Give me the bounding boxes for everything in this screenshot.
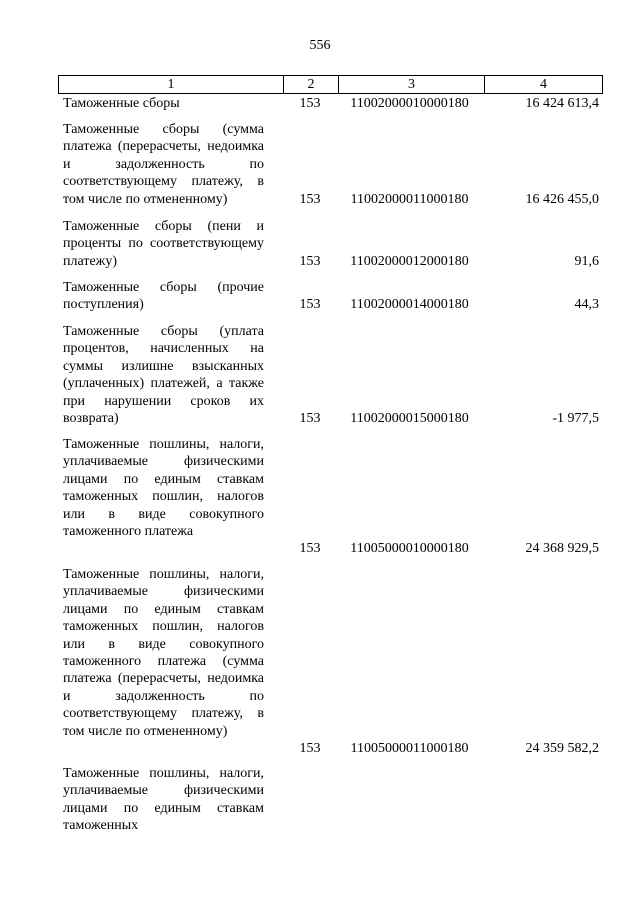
header-col-2: 2 (284, 76, 339, 94)
row-amount: -1 977,5 (552, 411, 599, 426)
row-amount: 16 424 613,4 (525, 96, 599, 111)
header-col-3: 3 (339, 76, 485, 94)
row-kbk: 11002000015000180 (350, 411, 469, 426)
table-header (58, 75, 603, 94)
page-number: 556 (309, 38, 331, 53)
row-code: 153 (299, 254, 321, 269)
row-description: Таможенные сборы (пени и проценты по соответствующему платежу) (63, 219, 264, 269)
row-kbk: 11002000011000180 (350, 192, 469, 207)
row-kbk: 11002000014000180 (350, 297, 469, 312)
row-amount: 24 359 582,2 (525, 741, 599, 756)
header-col-1: 1 (59, 76, 284, 94)
row-amount: 91,6 (574, 254, 599, 269)
row-code: 153 (299, 741, 321, 756)
row-description: Таможенные пошлины, налоги, уплачиваемые физическими лицами по единым ставкам таможенных пошлин, налогов или в виде совокупного таможенного платежа (сумма платежа (перерасчеты, недоимка и задолженность по соответствующему платежу, в том числе по отмененному) (63, 567, 264, 739)
row-amount: 44,3 (574, 297, 599, 312)
row-kbk: 11005000010000180 (350, 541, 469, 556)
row-description: Таможенные сборы (уплата процентов, начисленных на суммы излишне взысканных (уплаченных) платежей, а также при нарушении сроков их возврата) (63, 324, 264, 427)
row-description: Таможенные сборы (63, 96, 180, 111)
row-kbk: 11002000010000180 (350, 96, 469, 111)
row-amount: 16 426 455,0 (525, 192, 599, 207)
row-code: 153 (299, 541, 321, 556)
row-description: Таможенные пошлины, налоги, уплачиваемые физическими лицами по единым ставкам таможенных (63, 766, 264, 834)
row-description: Таможенные сборы (сумма платежа (перерасчеты, недоимка и задолженность по соответствующему платежу, в том числе по отмененному) (63, 122, 264, 207)
row-description: Таможенные пошлины, налоги, уплачиваемые физическими лицами по единым ставкам таможенных пошлин, налогов или в виде совокупного таможенного платежа (63, 437, 264, 540)
header-col-4: 4 (485, 76, 603, 94)
row-code: 153 (299, 297, 321, 312)
row-code: 153 (299, 192, 321, 207)
row-kbk: 11005000011000180 (350, 741, 469, 756)
row-code: 153 (299, 96, 321, 111)
row-amount: 24 368 929,5 (525, 541, 599, 556)
row-code: 153 (299, 411, 321, 426)
row-description: Таможенные сборы (прочие поступления) (63, 280, 264, 313)
row-kbk: 11002000012000180 (350, 254, 469, 269)
